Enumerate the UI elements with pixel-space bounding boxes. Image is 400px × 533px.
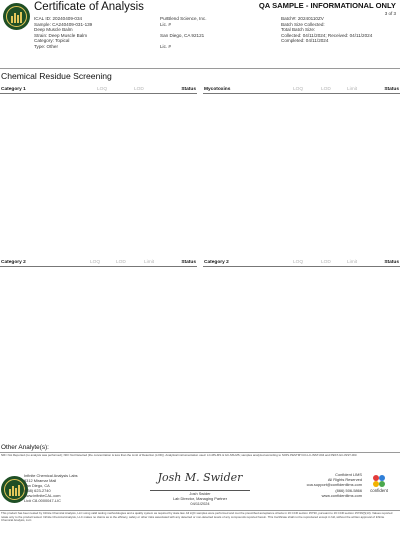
signature-image: Josh M. Swider (157, 471, 243, 484)
confident-line: All Rights Reserved (327, 477, 362, 483)
signature-block (150, 492, 250, 506)
other-analytes-heading: Other Analyte(s): (1, 444, 49, 451)
confident-logo (364, 475, 394, 493)
confident-website-link[interactable]: www.confidentlims.com (321, 492, 362, 498)
table-header-category-1 (0, 86, 197, 94)
column-header-status: Status (181, 260, 196, 265)
batch-info-line: Batch#: 20240110ZV (281, 16, 324, 21)
lab-logo (3, 3, 30, 30)
sample-info-line: ICAL ID: 20240409-034 (34, 16, 83, 21)
sample-info-line: Category: Topical (34, 38, 70, 44)
batch-info-line: Batch Size Collected: (281, 21, 325, 27)
column-header-loq: LOQ (97, 87, 108, 92)
column-header-status: Status (384, 87, 399, 92)
client-info-line: Lic. # (160, 21, 171, 27)
column-header-status: Status (181, 87, 196, 92)
client-info (160, 16, 206, 50)
column-header-lod: LOD (321, 87, 331, 92)
batch-info-line: Completed: 04/11/2024 (281, 38, 329, 44)
section-title: Chemical Residue Screening (1, 71, 112, 81)
header-divider (0, 68, 400, 69)
confident-logo-label: confident (370, 488, 388, 493)
sample-info (34, 16, 92, 50)
column-header-lod: LOD (321, 260, 331, 265)
lab-website-link[interactable]: www.infiniteCAL.com (24, 492, 61, 498)
table-header-category-2 (0, 259, 197, 267)
notes-text: NR= Not Reported (no analysis was performed); ND= Not Detected (the concentration is less than the Limit of Detection (LOD)). Analytical instrumentation used: LC-MS-MS & GC-MS-MS; samples analyzed according to SOPs PESTMYCO-LC-INST-004 and PEST-GC-INST-003. (1, 453, 358, 457)
logo-dot (379, 481, 385, 487)
table-header-category-2 (203, 259, 400, 267)
client-info-line: San Diego, CA 92121 (160, 32, 205, 38)
batch-info-line: Total Batch Size: (281, 27, 316, 33)
sample-info-line: Deep Muscle Balm (34, 27, 73, 33)
column-header-loq: LOQ (293, 260, 304, 265)
batch-info-line: Collected: 04/11/2024; Received: 04/11/2024 (281, 32, 373, 38)
signer-name: Josh Swider (189, 491, 211, 496)
table-name: Category 1 (1, 87, 26, 92)
column-header-lod: LOD (134, 87, 144, 92)
confident-email-link[interactable]: coa.support@confidentlims.com (306, 482, 362, 488)
confident-line: Confident LIMS (335, 472, 362, 477)
column-header-loq: LOQ (90, 260, 101, 265)
sample-info-line: Sample: CA240409-031-139 (34, 21, 93, 27)
batch-info (281, 16, 372, 44)
table-name: Category 2 (1, 260, 26, 265)
column-header-limit: Limit (144, 260, 155, 265)
lab-address-line: Infinite Chemical Analysis Labs (24, 473, 78, 478)
column-header-limit: Limit (347, 87, 358, 92)
lab-address (24, 474, 78, 503)
table-header-mycotoxins (203, 86, 400, 94)
column-header-lod: LOD (116, 260, 126, 265)
confident-phone: (866) 506-5866 (335, 487, 362, 493)
client-info-line: PurBlend Science, Inc. (160, 16, 207, 21)
footer-disclaimer: This product has been tested by Infinite Chemical Analysis, LLC using valid testing methodologies and a quality system as required by state law. All LQC samples were performed and met the prescribed acceptance criteria in 16 CCR section 15730, pursuant to 16 CCR section 15726(f)(13). Values reported relate only to the product tested. Infinite Chemical Analysis, LLC makes no claims as to the efficacy, safety or other risks associated with any detected or non-detected levels of any compounds reported herein. This Certificate shall not be reproduced except in full, without the written approval of Infinite Chemical Analysis, LLC. (1, 511, 393, 523)
signer-role: Lab Director, Managing Partner (172, 495, 228, 501)
confident-lims-info (307, 472, 362, 498)
client-info-line: Lic. # (160, 43, 171, 49)
table-name: Category 2 (204, 260, 229, 265)
signature-date: 04/11/2024 (190, 500, 210, 506)
sample-info-line: Strain: Deep Muscle Balm (34, 32, 88, 38)
column-header-limit: Limit (347, 260, 358, 265)
qa-sample-label: QA SAMPLE - INFORMATIONAL ONLY (258, 1, 396, 10)
lab-address-line: 8312 Miramar Mall (24, 477, 57, 483)
lab-license: Lic# C8-0000047-LIC (24, 497, 61, 503)
confident-logo-icon (373, 475, 385, 487)
column-header-loq: LOQ (293, 87, 304, 92)
table-name: Mycotoxins (204, 87, 231, 92)
page-number: 3 of 3 (384, 11, 396, 16)
lab-address-line: (858) 623-2740 (24, 487, 51, 493)
lab-address-line: San Diego, CA (24, 482, 50, 488)
page-title: Certificate of Analysis (34, 1, 144, 13)
column-header-status: Status (384, 260, 399, 265)
sample-info-line: Type: Other (34, 43, 59, 49)
